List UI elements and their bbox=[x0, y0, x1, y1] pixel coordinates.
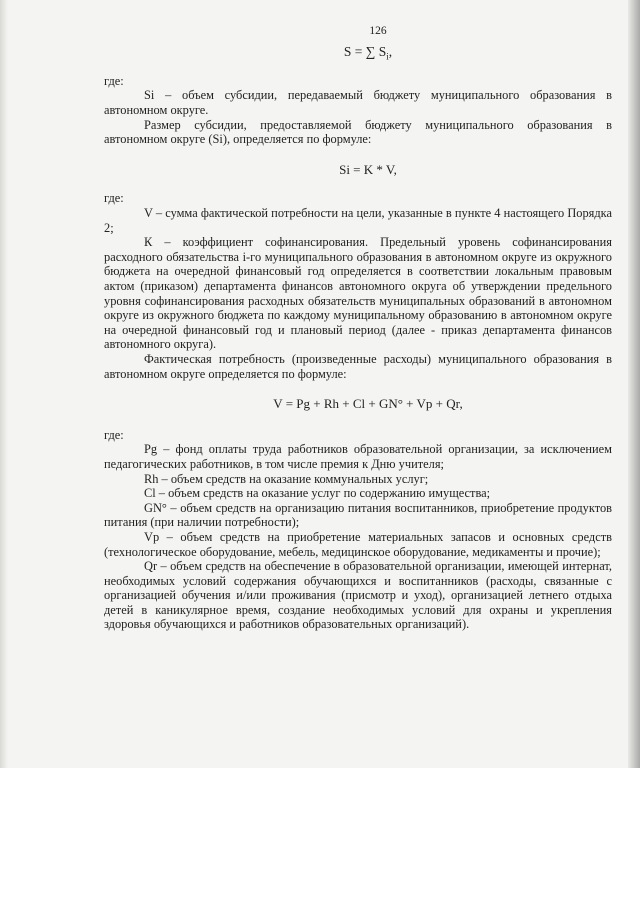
where-label-3: где: bbox=[104, 427, 124, 442]
vp-definition: Vp – объем средств на приобретение материальных запасов и основных средств (технологическое оборудование, мебель, медицинское оборудование, медикаменты и прочие); bbox=[104, 529, 612, 559]
rh-definition: Rh – объем средств на оказание коммунальных услуг; bbox=[144, 471, 429, 486]
actual-need-paragraph: Фактическая потребность (произведенные расходы) муниципального образования в автономном округе определяется по формуле: bbox=[104, 351, 612, 381]
gn-definition: GN° – объем средств на организацию питания воспитанников, приобретение продуктов питания (при наличии потребности); bbox=[104, 500, 612, 530]
formula-si: Si = K * V, bbox=[339, 161, 397, 177]
formula-sum-subscript: i bbox=[386, 51, 389, 62]
subsidy-size-paragraph: Размер субсидии, предоставляемой бюджету муниципального образования в автономном округе (Si), определяется по формуле: bbox=[104, 117, 612, 147]
k-definition: К – коэффициент софинансирования. Предельный уровень софинансирования расходного обязательства i-го муниципального образования в автономном округе из окружного бюджета на очередной финансовый год определяется в соответствии локальным правовым актом (приказом) департамента финансов автономного округа об утверждении предельного уровня софинансирования расходных обязательств муниципальных образований в автономном округе из окружного бюджета по каждому муниципальному образованию в автономном округе на очередной финансовый год и плановый период (далее - приказ департамента финансов автономного округа). bbox=[104, 235, 612, 352]
where-label-1: где: bbox=[104, 73, 124, 88]
document-body bbox=[104, 24, 612, 632]
formula-sum-main: S = ∑ S bbox=[343, 43, 387, 59]
cl-definition: Cl – объем средств на оказание услуг по содержанию имущества; bbox=[144, 486, 491, 501]
scan-right-shadow bbox=[628, 0, 640, 768]
si-definition: Si – объем субсидии, передаваемый бюджету муниципального образования в автономном округе. bbox=[104, 88, 612, 118]
scan-left-shadow bbox=[0, 0, 8, 768]
formula-sum bbox=[124, 45, 612, 64]
v-definition: V – сумма фактической потребности на цели, указанные в пункте 4 настоящего Порядка 2; bbox=[104, 206, 612, 235]
pg-definition: Pg – фонд оплаты труда работников образовательной организации, за исключением педагогических работников, в том числе премия к Дню учителя; bbox=[104, 442, 612, 471]
where-label-2: где: bbox=[104, 191, 124, 206]
qr-definition: Qr – объем средств на обеспечение в образовательной организации, имеющей интернат, необходимых условий содержания обучающихся и воспитанников (расходы, связанные с организацией обучения и/или проживания (присмотр и уход), организацией летнего отдыха детей в каникулярное время, создание необходимых условий для охраны и укрепления здоровья обучающихся и работников образовательных организаций). bbox=[104, 559, 612, 632]
formula-v: V = Pg + Rh + Cl + GN° + Vp + Qr, bbox=[273, 396, 463, 412]
page-number: 126 bbox=[369, 25, 387, 37]
formula-sum-tail: , bbox=[388, 43, 393, 59]
